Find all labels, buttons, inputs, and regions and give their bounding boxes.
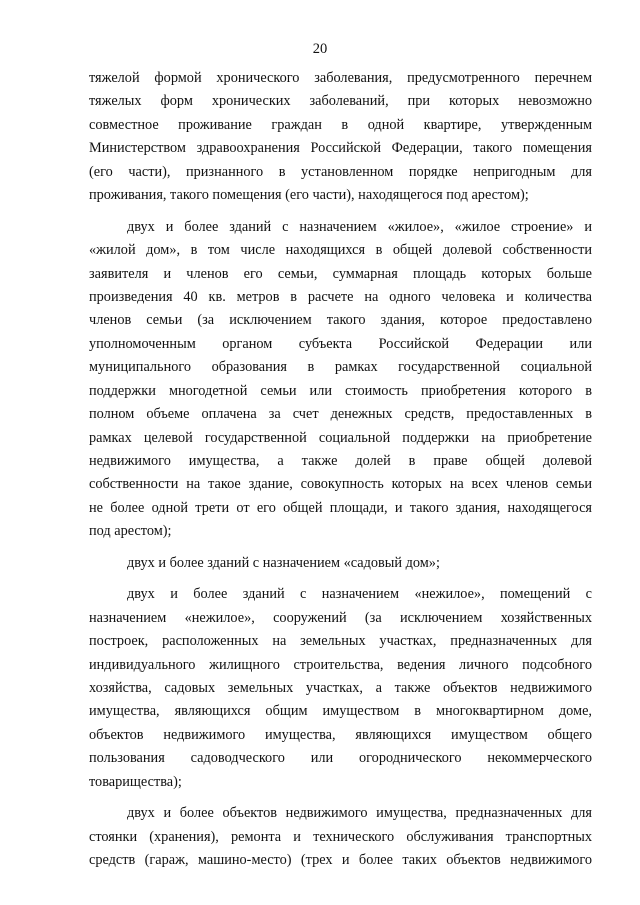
paragraph xyxy=(89,583,592,794)
text-line: товарищества); xyxy=(89,773,182,790)
text-line: под арестом); xyxy=(89,523,172,540)
text-line: двух и более объектов недвижимого имущества, предназначенных для xyxy=(127,805,592,822)
text-line: двух и более зданий с назначением «нежилое», помещений с xyxy=(127,586,592,603)
paragraph xyxy=(89,216,592,544)
text-line: имущества, являющихся общим имуществом в многоквартирном доме, xyxy=(89,703,592,720)
text-line: уполномоченным органом субъекта Российской Федерации или xyxy=(89,335,592,352)
text-line: совместное проживание граждан в одной квартире, утвержденным xyxy=(89,116,592,133)
paragraph xyxy=(89,67,592,208)
text-line: муниципального образования в рамках государственной социальной xyxy=(89,359,592,376)
text-line: построек, расположенных на земельных участках, предназначенных для xyxy=(89,633,592,650)
text-line: стоянки (хранения), ремонта и технического обслуживания транспортных xyxy=(89,828,592,845)
text-line: двух и более зданий с назначением «жилое», «жилое строение» и xyxy=(127,218,592,235)
text-line: назначением «нежилое», сооружений (за исключением хозяйственных xyxy=(89,609,592,626)
text-line: «жилой дом», в том числе находящихся в общей долевой собственности xyxy=(89,242,592,259)
text-line: индивидуального жилищного строительства, ведения личного подсобного xyxy=(89,656,592,673)
paragraph xyxy=(89,552,592,575)
paragraph xyxy=(89,802,592,872)
text-line: членов семьи (за исключением такого здания, которое предоставлено xyxy=(89,312,592,329)
text-line: заявителя и членов его семьи, суммарная площадь которых больше xyxy=(89,265,592,282)
text-line: тяжелой формой хронического заболевания, предусмотренного перечнем xyxy=(89,70,592,86)
text-line: собственности на такое здание, совокупность которых на всех членов семьи xyxy=(89,476,592,493)
text-line: поддержки многодетной семьи или стоимость приобретения которого в xyxy=(89,382,592,399)
text-line: полном объеме оплачена за счет денежных средств, предоставленных в xyxy=(89,406,592,423)
text-line: хозяйства, садовых земельных участках, а также объектов недвижимого xyxy=(89,679,592,696)
text-line: произведения 40 кв. метров в расчете на одного человека и количества xyxy=(89,288,592,305)
text-line: (его части), признанного в установленном порядке непригодным для xyxy=(89,163,592,180)
text-line: пользования садоводческого или огороднического некоммерческого xyxy=(89,750,592,767)
text-line: Министерством здравоохранения Российской Федерации, такого помещения xyxy=(89,140,592,157)
text-line: тяжелых форм хронических заболеваний, при которых невозможно xyxy=(89,93,592,110)
text-line: проживания, такого помещения (его части), находящегося под арестом); xyxy=(89,187,529,204)
document-body xyxy=(89,67,592,872)
text-line: объектов недвижимого имущества, являющихся имуществом общего xyxy=(89,726,592,743)
text-line: не более одной трети от его общей площади, и такого здания, находящегося xyxy=(89,499,592,516)
text-line: недвижимого имущества, а также долей в праве общей долевой xyxy=(89,453,592,469)
page-number: 20 xyxy=(312,41,328,57)
text-line: средств (гараж, машино-место) (трех и более таких объектов недвижимого xyxy=(89,852,592,868)
text-line: двух и более зданий с назначением «садовый дом»; xyxy=(127,554,440,571)
text-line: рамках целевой государственной социальной поддержки на приобретение xyxy=(89,429,592,446)
